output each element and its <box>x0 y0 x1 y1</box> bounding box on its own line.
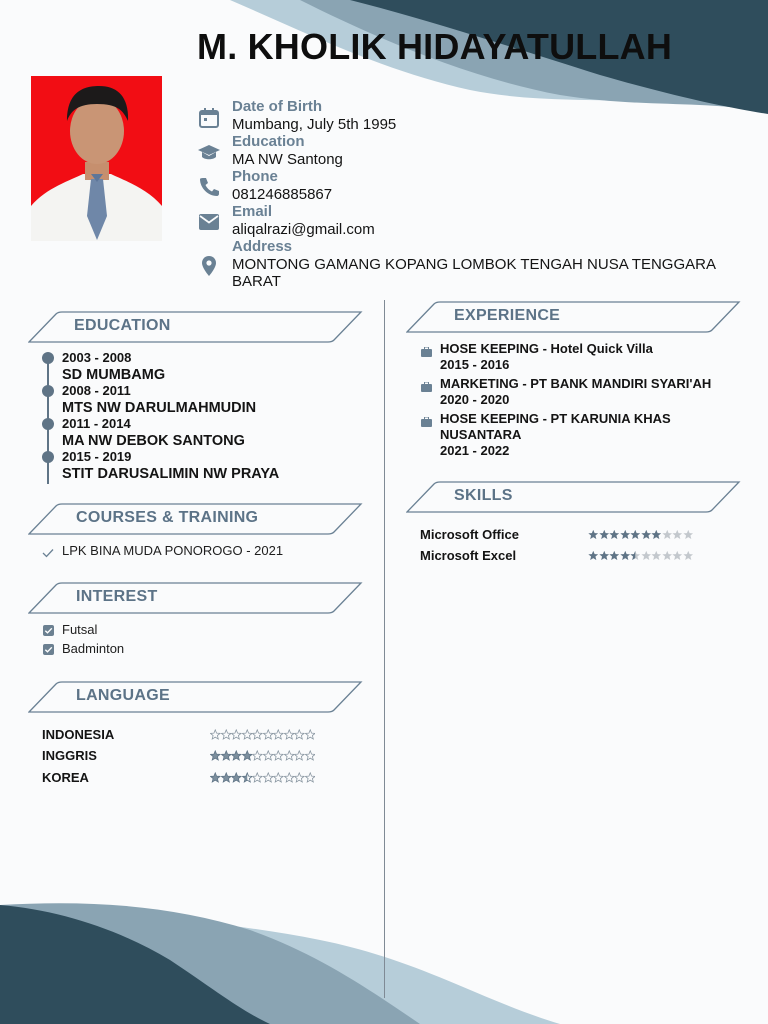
section-title-experience: EXPERIENCE <box>454 307 561 324</box>
star-icon <box>683 529 694 540</box>
star-icon <box>599 550 610 561</box>
section-header-courses <box>28 503 363 535</box>
star-icon <box>210 750 221 761</box>
star-icon <box>263 750 274 761</box>
skill-rating <box>588 529 693 540</box>
timeline-dot <box>42 385 54 397</box>
section-title-language: LANGUAGE <box>76 687 170 704</box>
education-value: MA NW Santong <box>232 151 343 168</box>
star-icon <box>641 550 652 561</box>
experience-item <box>440 376 740 408</box>
section-title-skills: SKILLS <box>454 487 513 504</box>
star-icon <box>242 750 253 761</box>
course-item: LPK BINA MUDA PONOROGO - 2021 <box>62 543 284 558</box>
star-icon <box>273 750 284 761</box>
star-icon <box>284 729 295 740</box>
education-years: 2003 - 2008 <box>62 350 132 365</box>
star-icon <box>662 550 673 561</box>
section-title-education: EDUCATION <box>74 317 171 334</box>
skill-name: Microsoft Excel <box>420 548 517 563</box>
location-pin-icon <box>197 254 221 278</box>
star-icon <box>620 550 631 561</box>
education-years: 2011 - 2014 <box>62 416 131 431</box>
language-rating <box>210 772 315 783</box>
checkbox-icon <box>43 625 54 636</box>
star-icon <box>683 550 694 561</box>
graduation-cap-icon <box>197 141 221 165</box>
star-icon <box>273 772 284 783</box>
section-header-skills <box>406 481 741 513</box>
star-icon <box>231 729 242 740</box>
star-icon <box>305 772 316 783</box>
interest-item: Badminton <box>62 641 125 656</box>
star-icon <box>284 772 295 783</box>
education-school: STIT DARUSALIMIN NW PRAYA <box>62 466 280 482</box>
timeline-dot <box>42 418 54 430</box>
star-icon <box>221 750 232 761</box>
star-icon <box>630 529 641 540</box>
briefcase-icon <box>421 379 432 389</box>
star-icon <box>305 750 316 761</box>
section-header-experience <box>406 301 741 333</box>
language-rating <box>210 750 315 761</box>
timeline-dot <box>42 352 54 364</box>
timeline-dot <box>42 451 54 463</box>
address-label: Address <box>232 238 293 255</box>
section-title-interest: INTEREST <box>76 588 158 605</box>
profile-photo <box>31 76 162 241</box>
skill-rating <box>588 550 693 561</box>
section-header-language <box>28 681 363 713</box>
briefcase-icon <box>421 414 432 424</box>
mail-icon <box>197 210 221 234</box>
star-icon <box>242 729 253 740</box>
star-icon <box>651 550 662 561</box>
star-icon <box>242 772 253 783</box>
phone-value: 081246885867 <box>232 186 333 203</box>
star-icon <box>588 550 599 561</box>
experience-years: 2015 - 2016 <box>440 357 510 372</box>
star-icon <box>273 729 284 740</box>
email-value: aliqalrazi@gmail.com <box>232 221 375 238</box>
education-school: MA NW DEBOK SANTONG <box>62 433 245 449</box>
column-divider <box>384 300 385 998</box>
check-mark-icon <box>42 545 54 563</box>
dob-value: Mumbang, July 5th 1995 <box>232 116 397 133</box>
language-name: KOREA <box>42 770 89 785</box>
star-icon <box>609 550 620 561</box>
star-icon <box>263 729 274 740</box>
experience-item <box>440 341 740 373</box>
star-icon <box>252 750 263 761</box>
education-years: 2008 - 2011 <box>62 383 131 398</box>
experience-title: HOSE KEEPING - Hotel Quick Villa <box>440 341 653 356</box>
star-icon <box>599 529 610 540</box>
experience-years: 2021 - 2022 <box>440 443 510 458</box>
star-icon <box>294 729 305 740</box>
star-icon <box>294 772 305 783</box>
star-icon <box>221 772 232 783</box>
star-icon <box>305 729 316 740</box>
skill-name: Microsoft Office <box>420 527 519 542</box>
star-icon <box>609 529 620 540</box>
email-label: Email <box>232 203 273 220</box>
experience-title: HOSE KEEPING - PT KARUNIA KHAS NUSANTARA <box>440 411 671 442</box>
interest-item: Futsal <box>62 622 98 637</box>
language-name: INDONESIA <box>42 727 115 742</box>
language-rating <box>210 729 315 740</box>
section-header-interest <box>28 582 363 614</box>
education-label: Education <box>232 133 305 150</box>
address-value: MONTONG GAMANG KOPANG LOMBOK TENGAH NUSA TENGGARA BARAT <box>232 256 716 290</box>
star-icon <box>263 772 274 783</box>
star-icon <box>284 750 295 761</box>
star-icon <box>672 529 683 540</box>
star-icon <box>630 550 641 561</box>
experience-item <box>440 411 710 459</box>
checkbox-icon <box>43 644 54 655</box>
star-icon <box>231 772 242 783</box>
star-icon <box>294 750 305 761</box>
star-icon <box>231 750 242 761</box>
star-icon <box>210 729 221 740</box>
dob-label: Date of Birth <box>232 98 322 115</box>
star-icon <box>252 729 263 740</box>
experience-years: 2020 - 2020 <box>440 392 510 407</box>
language-name: INGGRIS <box>42 748 97 763</box>
education-school: SD MUMBAMG <box>62 367 166 383</box>
phone-icon <box>197 175 221 199</box>
section-title-courses: COURSES & TRAINING <box>76 509 259 526</box>
star-icon <box>620 529 631 540</box>
section-header-education <box>28 311 363 343</box>
star-icon <box>662 529 673 540</box>
star-icon <box>651 529 662 540</box>
education-school: MTS NW DARULMAHMUDIN <box>62 400 257 416</box>
star-icon <box>252 772 263 783</box>
briefcase-icon <box>421 344 432 354</box>
star-icon <box>641 529 652 540</box>
star-icon <box>588 529 599 540</box>
experience-title: MARKETING - PT BANK MANDIRI SYARI'AH <box>440 376 712 391</box>
star-icon <box>210 772 221 783</box>
calendar-icon <box>197 106 221 130</box>
phone-label: Phone <box>232 168 278 185</box>
education-years: 2015 - 2019 <box>62 449 132 464</box>
candidate-name: M. KHOLIK HIDAYATULLAH <box>197 26 673 67</box>
star-icon <box>221 729 232 740</box>
star-icon <box>672 550 683 561</box>
